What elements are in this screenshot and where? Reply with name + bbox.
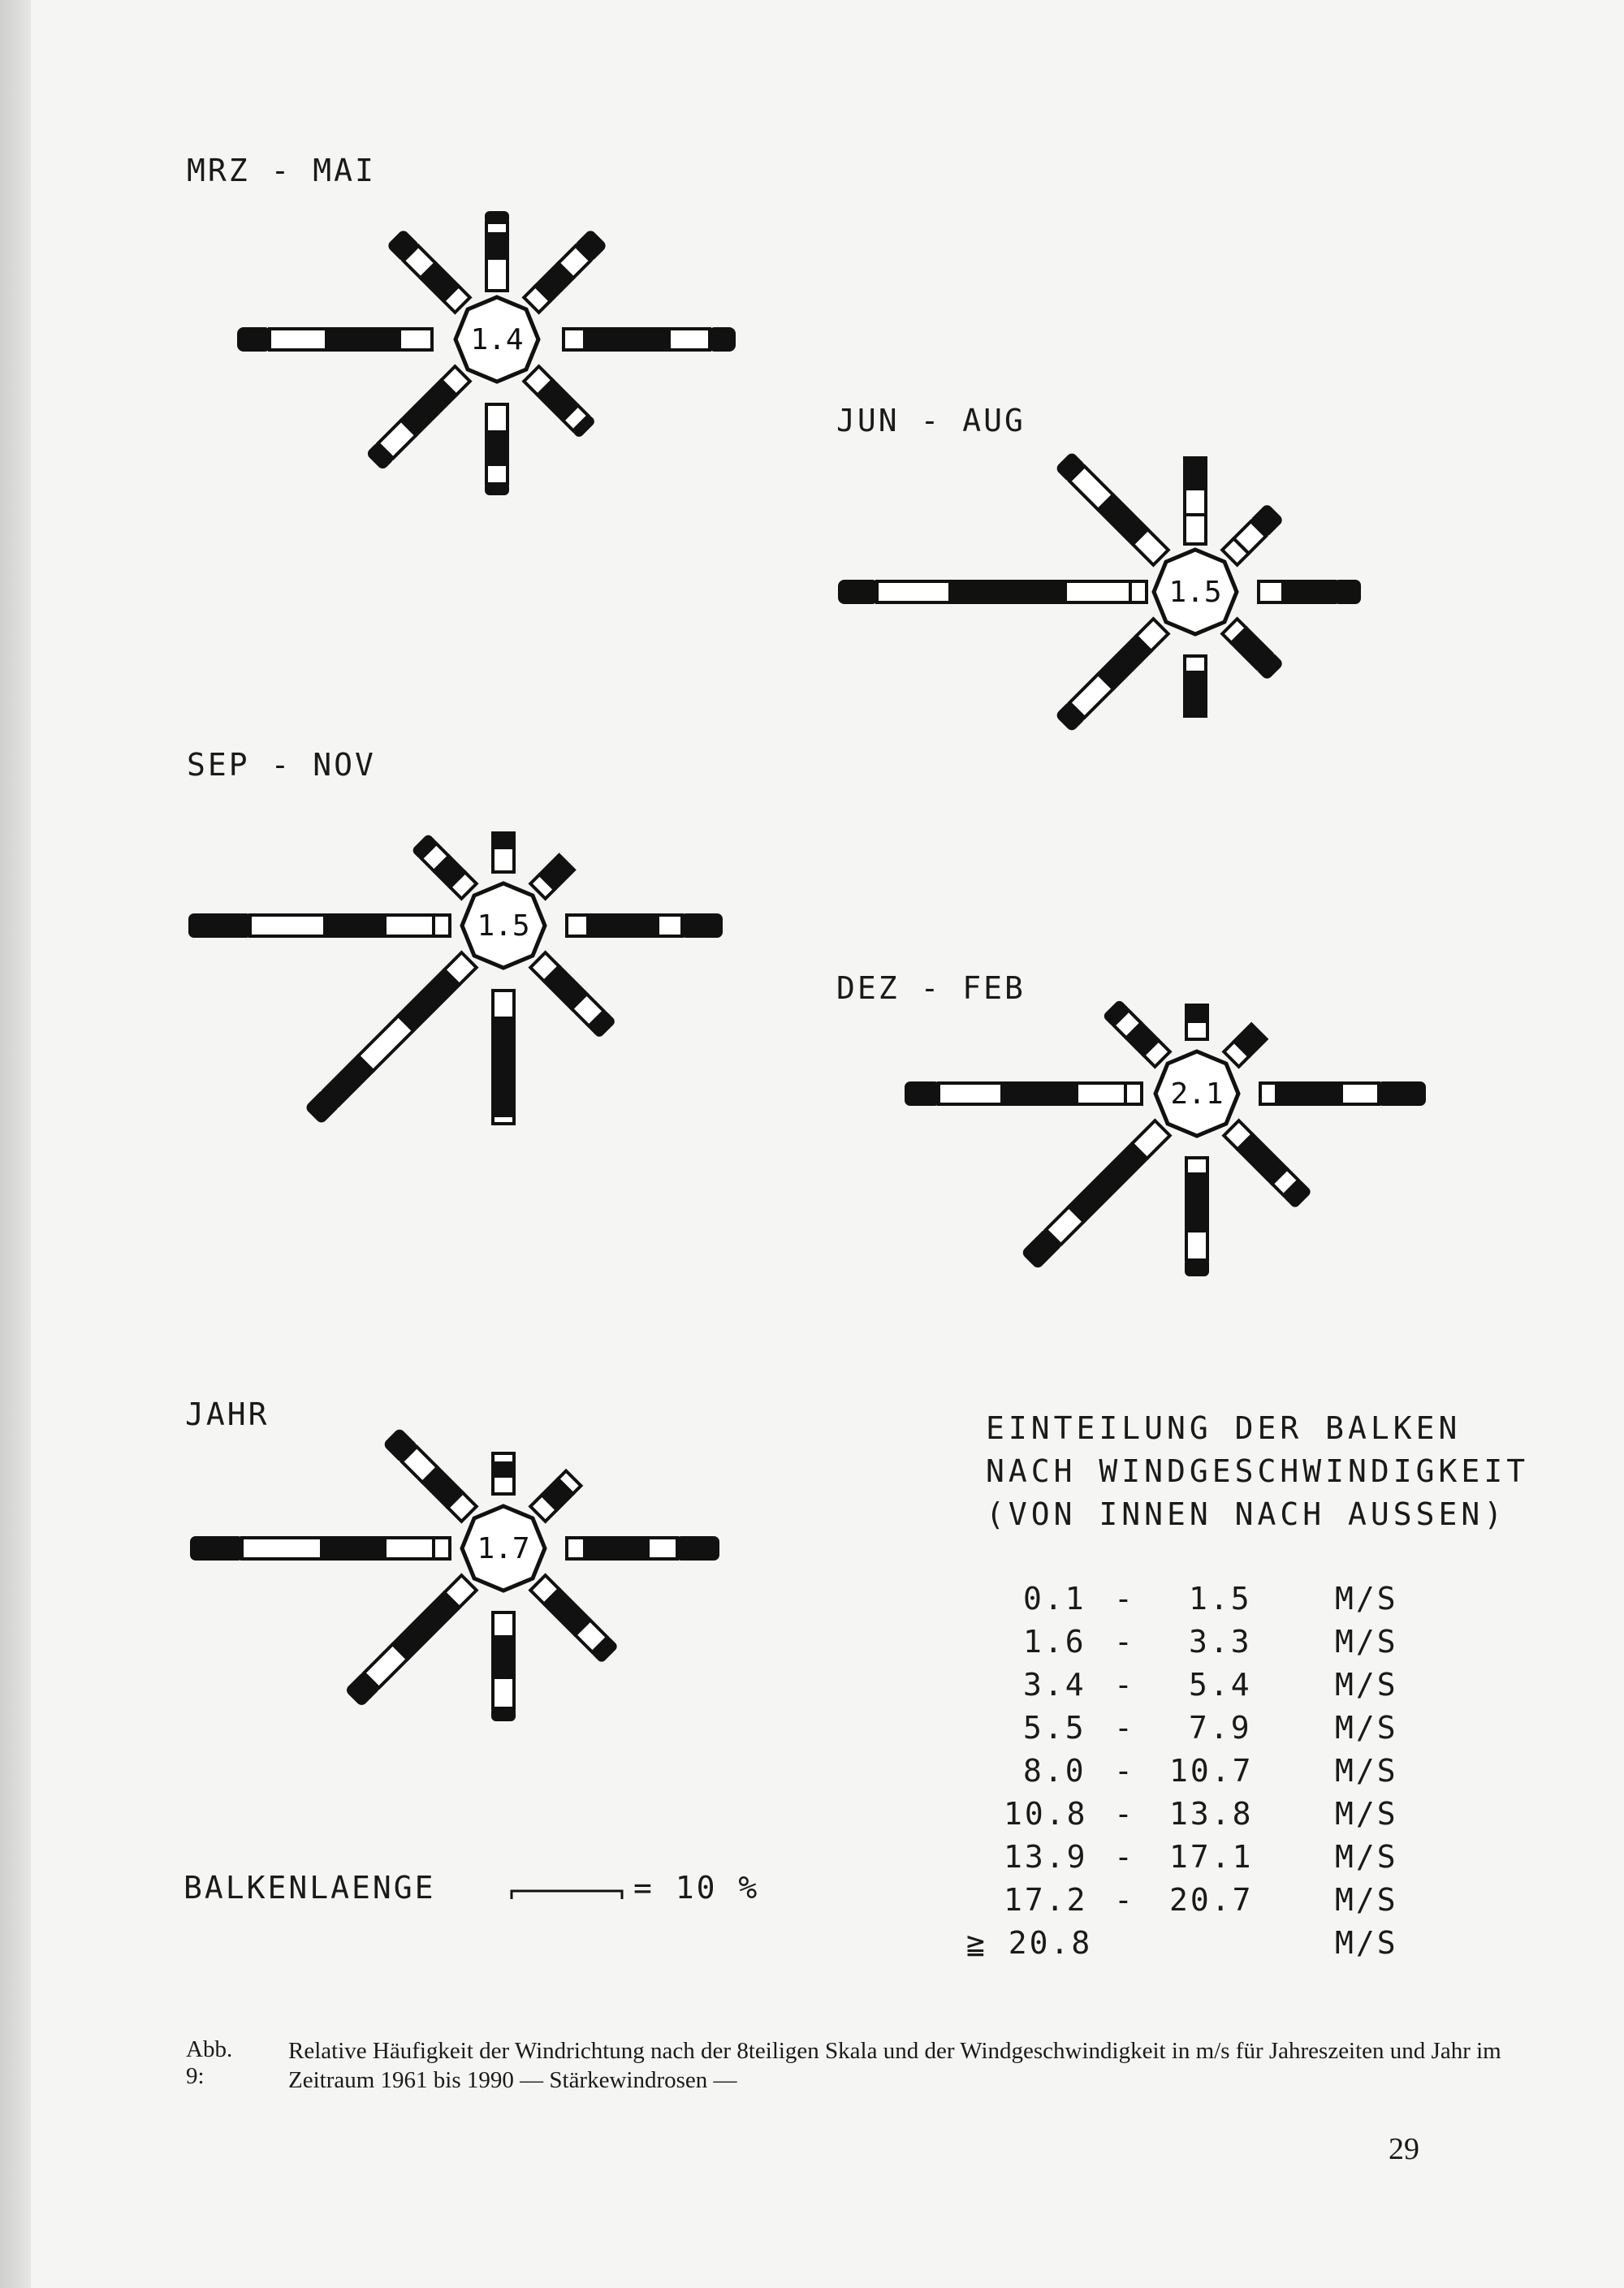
speed-unit: M/S [1335,1882,1398,1918]
range-dash: - [1114,1796,1135,1832]
speed-from: 8.0 [1023,1753,1086,1789]
speed-unit: M/S [1335,1925,1398,1961]
scale-label: BALKENLAENGE [184,1870,436,1906]
wind-rose-jahr [179,1413,747,1738]
speed-to: 10.7 [1169,1753,1254,1789]
legend-title-line-1: EINTEILUNG DER BALKEN [986,1410,1462,1446]
speed-from: 5.5 [1023,1710,1086,1746]
scale-bar [510,1881,624,1901]
speed-unit: M/S [1335,1796,1398,1832]
bar-n-seg1 [486,258,508,291]
legend-title-line-2: NACH WINDGESCHWINDIGKEIT [986,1453,1530,1489]
bar-w-seg4 [239,329,270,350]
bar-n-seg4 [486,213,508,222]
rose-title-jahr: JAHR [185,1397,270,1432]
rose-center-value: 1.4 [470,323,524,356]
rose-title-sep-nov: SEP - NOV [187,747,376,783]
rose-center-value: 2.1 [1170,1077,1224,1111]
speed-to: 7.9 [1189,1710,1252,1746]
speed-unit: M/S [1335,1839,1398,1875]
speed-unit: M/S [1335,1667,1398,1703]
speed-unit: M/S [1335,1710,1398,1746]
bar-e-seg1 [564,329,585,350]
speed-unit: M/S [1335,1581,1398,1617]
speed-from: 1.6 [1023,1624,1086,1660]
speed-to: 20.7 [1169,1882,1254,1918]
speed-unit: M/S [1335,1624,1398,1660]
speed-to: 13.8 [1169,1796,1254,1832]
speed-to: 17.1 [1169,1839,1254,1875]
bar-e-seg2 [585,329,669,350]
rose-center-value: 1.5 [477,909,530,943]
rose-center-value: 1.7 [477,1532,530,1565]
bar-w-seg1 [400,329,432,350]
speed-from: 17.2 [1004,1882,1088,1918]
rose-center-value: 1.5 [1168,576,1222,609]
wind-rose-mrz-mai [219,209,771,518]
bar-n-seg3 [486,222,508,234]
bar-s-seg4 [486,484,508,494]
bar-w-seg2 [326,329,400,350]
bar-w-seg3 [270,329,326,350]
speed-to: 5.4 [1189,1667,1252,1703]
rose-title-jun-aug: JUN - AUG [836,403,1026,438]
bar-n-seg2 [486,234,508,258]
page-spine-shadow [0,0,31,2288]
bar-s-seg1 [486,404,508,432]
bar-e-seg3 [669,329,710,350]
scale-value: = 10 % [633,1870,760,1906]
range-dash: - [1114,1710,1135,1746]
wind-rose-jun-aug [828,447,1413,755]
range-dash: - [1114,1753,1135,1789]
bar-e-seg4 [710,329,734,350]
speed-from: 3.4 [1023,1667,1086,1703]
rose-title-mrz-mai: MRZ - MAI [187,153,376,188]
wind-rose-dez-feb [893,982,1445,1323]
speed-from: ≧ 20.8 [966,1925,1093,1961]
speed-to: 3.3 [1189,1624,1252,1660]
speed-from: 10.8 [1004,1796,1088,1832]
legend-title-line-3: (VON INNEN NACH AUSSEN) [986,1496,1507,1532]
range-dash: - [1114,1581,1135,1617]
speed-from: 13.9 [1004,1839,1088,1875]
rose-title-dez-feb: DEZ - FEB [836,970,1026,1006]
bar-s-seg3 [486,464,508,484]
speed-to: 1.5 [1189,1581,1252,1617]
range-dash: - [1114,1667,1135,1703]
bar-s-seg2 [486,432,508,464]
range-dash: - [1114,1882,1135,1918]
speed-unit: M/S [1335,1753,1398,1789]
page-number: 29 [1389,2132,1419,2166]
wind-rose-sep-nov [179,812,731,1153]
caption-text: Relative Häufigkeit der Windrichtung nach der 8teiligen Skala und der Windgeschwindigkeit in m/s für Jahreszeiten und Jahr im Zeitraum 1961 bis 1990 — Stärkewindrosen — [288,2038,1501,2093]
speed-from: 0.1 [1023,1581,1086,1617]
range-dash: - [1114,1624,1135,1660]
caption-label: Abb. 9: [186,2036,233,2089]
range-dash: - [1114,1839,1135,1875]
